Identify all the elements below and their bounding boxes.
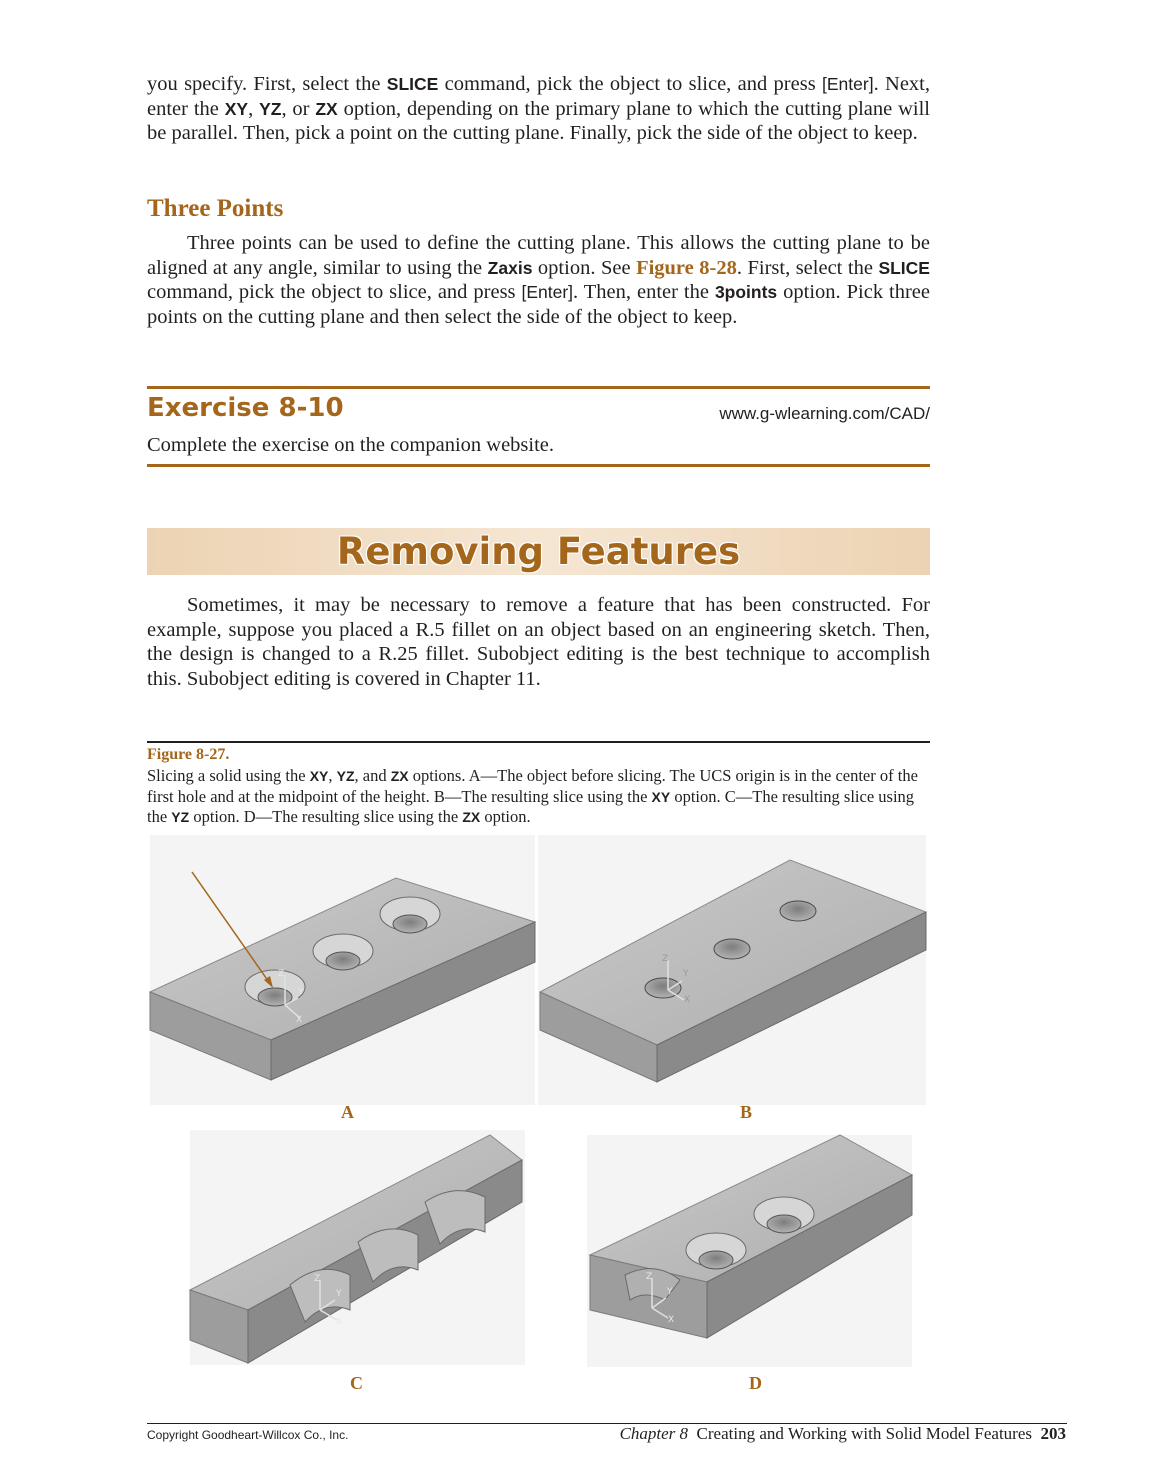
exercise-bottom-rule: [147, 464, 930, 467]
panel-label-c: C: [350, 1373, 363, 1393]
svg-text:Y: Y: [683, 969, 689, 979]
svg-text:Y: Y: [667, 1287, 673, 1297]
footer-chapter: Chapter 8: [619, 1424, 689, 1443]
svg-text:X: X: [668, 1315, 675, 1325]
three-points-heading: Three Points: [147, 195, 284, 222]
panel-label-a: A: [341, 1102, 354, 1122]
footer-running-head: [620, 1424, 1066, 1444]
svg-text:X: X: [296, 1015, 303, 1025]
svg-text:X: X: [684, 995, 691, 1005]
exercise-title: Exercise 8-10: [147, 393, 344, 423]
svg-text:X: X: [336, 1317, 343, 1327]
removing-paragraph: Sometimes, it may be necessary to remove a feature that has been constructed. For example, suppose you placed a R.5 fillet on an object based on an engineering sketch. Then, the design is changed to a R.25 fillet. Subobject editing is the best technique to accomplish this. Subobject editing is covered in Chapter 11.: [147, 594, 930, 690]
exercise-text: Complete the exercise on the companion website.: [147, 434, 555, 456]
exercise-top-rule: [147, 386, 930, 389]
section-banner: [147, 528, 930, 575]
svg-text:Y: Y: [298, 987, 304, 997]
intro-paragraph: you specify. First, select the SLICE command, pick the object to slice, and press [Enter]. Next, enter the XY, YZ, or ZX option, depending on the primary plane to which the cutting plane will be parallel. Then, pick a point on the cutting plane. Finally, pick the side of the object to keep.: [147, 73, 930, 144]
slice-command: SLICE: [386, 74, 439, 94]
three-points-paragraph: Three points can be used to define the cutting plane. This allows the cutting plane to be aligned at any angle, similar to using the Zaxis option. See Figure 8-28. First, select the SLICE command, pick the object to slice, and press [Enter]. Then, enter the 3points option. Pick three points on the cutting plane and then select the side of the object to keep.: [147, 232, 931, 328]
svg-text:Z: Z: [646, 1272, 653, 1282]
exercise-url[interactable]: www.g-wlearning.com/CAD/: [719, 404, 930, 423]
figure-illustration: [140, 830, 940, 1410]
section-title: Removing Features: [336, 530, 741, 573]
figure-rule: [147, 741, 930, 743]
figure-caption: Slicing a solid using the XY, YZ, and ZX options. A—The object before slicing. The UCS origin is in the center of the first hole and at the midpoint of the height. B—The resulting slice using the XY option. C—The resulting slice using the YZ option. D—The resulting slice using the ZX option.: [147, 766, 918, 826]
page-number: 203: [1040, 1424, 1066, 1443]
panel-a-drawing: [150, 835, 535, 1105]
panel-c-drawing: [190, 1130, 525, 1365]
footer-title: Creating and Working with Solid Model Features: [696, 1424, 1032, 1443]
panel-label-b: B: [740, 1102, 753, 1122]
panel-label-d: D: [749, 1373, 762, 1393]
panel-d-drawing: [587, 1135, 912, 1367]
footer-copyright: Copyright Goodheart-Willcox Co., Inc.: [147, 1428, 349, 1442]
enter-key: [Enter]: [822, 74, 874, 94]
svg-text:Z: Z: [662, 954, 669, 964]
svg-text:Y: Y: [336, 1289, 342, 1299]
svg-text:Z: Z: [278, 969, 285, 979]
figure-label: Figure 8-27.: [147, 746, 230, 763]
figure-8-28-link[interactable]: Figure 8-28: [636, 256, 737, 279]
panel-b-drawing: [538, 835, 926, 1105]
svg-text:Z: Z: [314, 1274, 321, 1284]
